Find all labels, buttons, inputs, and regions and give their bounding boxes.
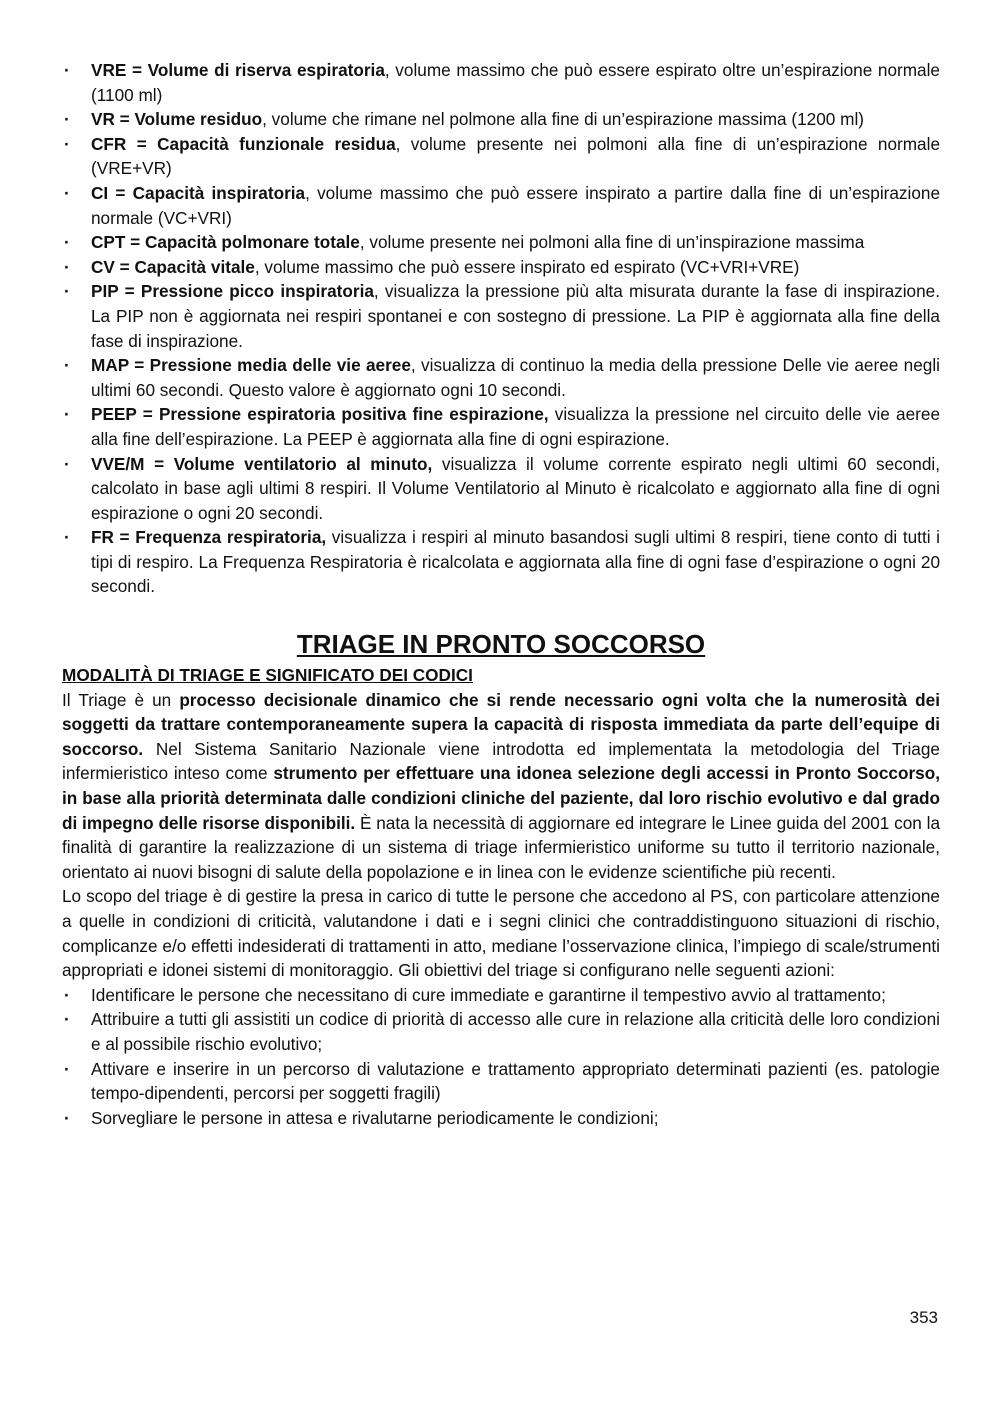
list-item: · CPT = Capacità polmonare totale, volume presente nei polmoni alla fine di un’inspirazione massima: [62, 230, 940, 255]
list-item: · FR = Frequenza respiratoria, visualizza i respiri al minuto basandosi sugli ultimi 8 respiri, tiene conto di tutti i tipi di respiro. La Frequenza Respiratoria è ricalcolata e aggiornata alla fine di ogni fase d’espirazione o ogni 20 secondi.: [62, 525, 940, 599]
list-item: · CFR = Capacità funzionale residua, volume presente nei polmoni alla fine di un’espirazione normale (VRE+VR): [62, 132, 940, 181]
list-item: · VR = Volume residuo, volume che rimane nel polmone alla fine di un’espirazione massima (1200 ml): [62, 107, 940, 132]
page-number: 353: [909, 1308, 938, 1327]
list-item: · CV = Capacità vitale, volume massimo che può essere inspirato ed espirato (VC+VRI+VRE): [62, 255, 940, 280]
list-item: · VRE = Volume di riserva espiratoria, volume massimo che può essere espirato oltre un’espirazione normale (1100 ml): [62, 58, 940, 107]
list-item: · MAP = Pressione media delle vie aeree, visualizza di continuo la media della pressione Delle vie aeree negli ultimi 60 secondi. Questo valore è aggiornato ogni 10 secondi.: [62, 353, 940, 402]
list-item: · VVE/M = Volume ventilatorio al minuto, visualizza il volume corrente espirato negli ultimi 60 secondi, calcolato in base agli ultimi 8 respiri. Il Volume Ventilatorio al Minuto è ricalcolato e aggiornato alla fine di ogni espirazione o ogni 20 secondi.: [62, 452, 940, 526]
list-item: · PEEP = Pressione espiratoria positiva fine espirazione, visualizza la pressione nel circuito delle vie aeree alla fine dell’espirazione. La PEEP è aggiornata alla fine di ogni espirazione.: [62, 402, 940, 451]
list-item: · Sorvegliare le persone in attesa e rivalutarne periodicamente le condizioni;: [62, 1106, 940, 1131]
definitions-list: [62, 58, 940, 599]
subsection-title: MODALITÀ DI TRIAGE E SIGNIFICATO DEI CODICI: [62, 665, 473, 686]
list-item: · PIP = Pressione picco inspiratoria, visualizza la pressione più alta misurata durante la fase di inspirazione. La PIP non è aggiornata nei respiri spontanei e con sostegno di pressione. La PIP è aggiornata alla fine della fase di inspirazione.: [62, 279, 940, 353]
scope-paragraph: Lo scopo del triage è di gestire la presa in carico di tutte le persone che accedono al PS, con particolare attenzione a quelle in condizioni di criticità, valutandone i dati e i segni clinici che contraddistinguono situazioni di rischio, complicanze e/o effetti indesiderati di trattamenti in atto, mediane l’osservazione clinica, l’impiego di scale/strumenti appropriati e idonei sistemi di monitoraggio. Gli obiettivi del triage si configurano nelle seguenti azioni:: [62, 886, 940, 981]
section-title: TRIAGE IN PRONTO SOCCORSO: [296, 629, 706, 660]
list-item: · Attivare e inserire in un percorso di valutazione e trattamento appropriato determinati pazienti (es. patologie tempo-dipendenti, percorsi per soggetti fragili): [62, 1057, 940, 1106]
document-page: [62, 58, 940, 1130]
intro-paragraph: Il Triage è un processo decisionale dinamico che si rende necessario ogni volta che la numerosità dei soggetti da trattare contemporaneamente supera la capacità di risposta immediata da parte dell’equipe di soccorso. Nel Sistema Sanitario Nazionale viene introdotta ed implementata la metodologia del Triage infermieristico inteso come strumento per effettuare una idonea selezione degli accessi in Pronto Soccorso, in base alla priorità determinata dalle condizioni cliniche del paziente, dal loro rischio evolutivo e dal grado di impegno delle risorse disponibili. È nata la necessità di aggiornare ed integrare le Linee guida del 2001 con la finalità di garantire la realizzazione di un sistema di triage infermieristico uniforme su tutto il territorio nazionale, orientato ai nuovi bisogni di salute della popolazione e in linea con le evidenze scientifiche più recenti.: [62, 689, 941, 882]
list-item: · CI = Capacità inspiratoria, volume massimo che può essere inspirato a partire dalla fine di un’espirazione normale (VC+VRI): [62, 181, 940, 230]
objectives-list: [62, 983, 940, 1131]
list-item: · Identificare le persone che necessitano di cure immediate e garantirne il tempestivo avvio al trattamento;: [62, 983, 940, 1008]
list-item: · Attribuire a tutti gli assistiti un codice di priorità di accesso alle cure in relazione alla criticità delle loro condizioni e al possibile rischio evolutivo;: [62, 1007, 940, 1056]
